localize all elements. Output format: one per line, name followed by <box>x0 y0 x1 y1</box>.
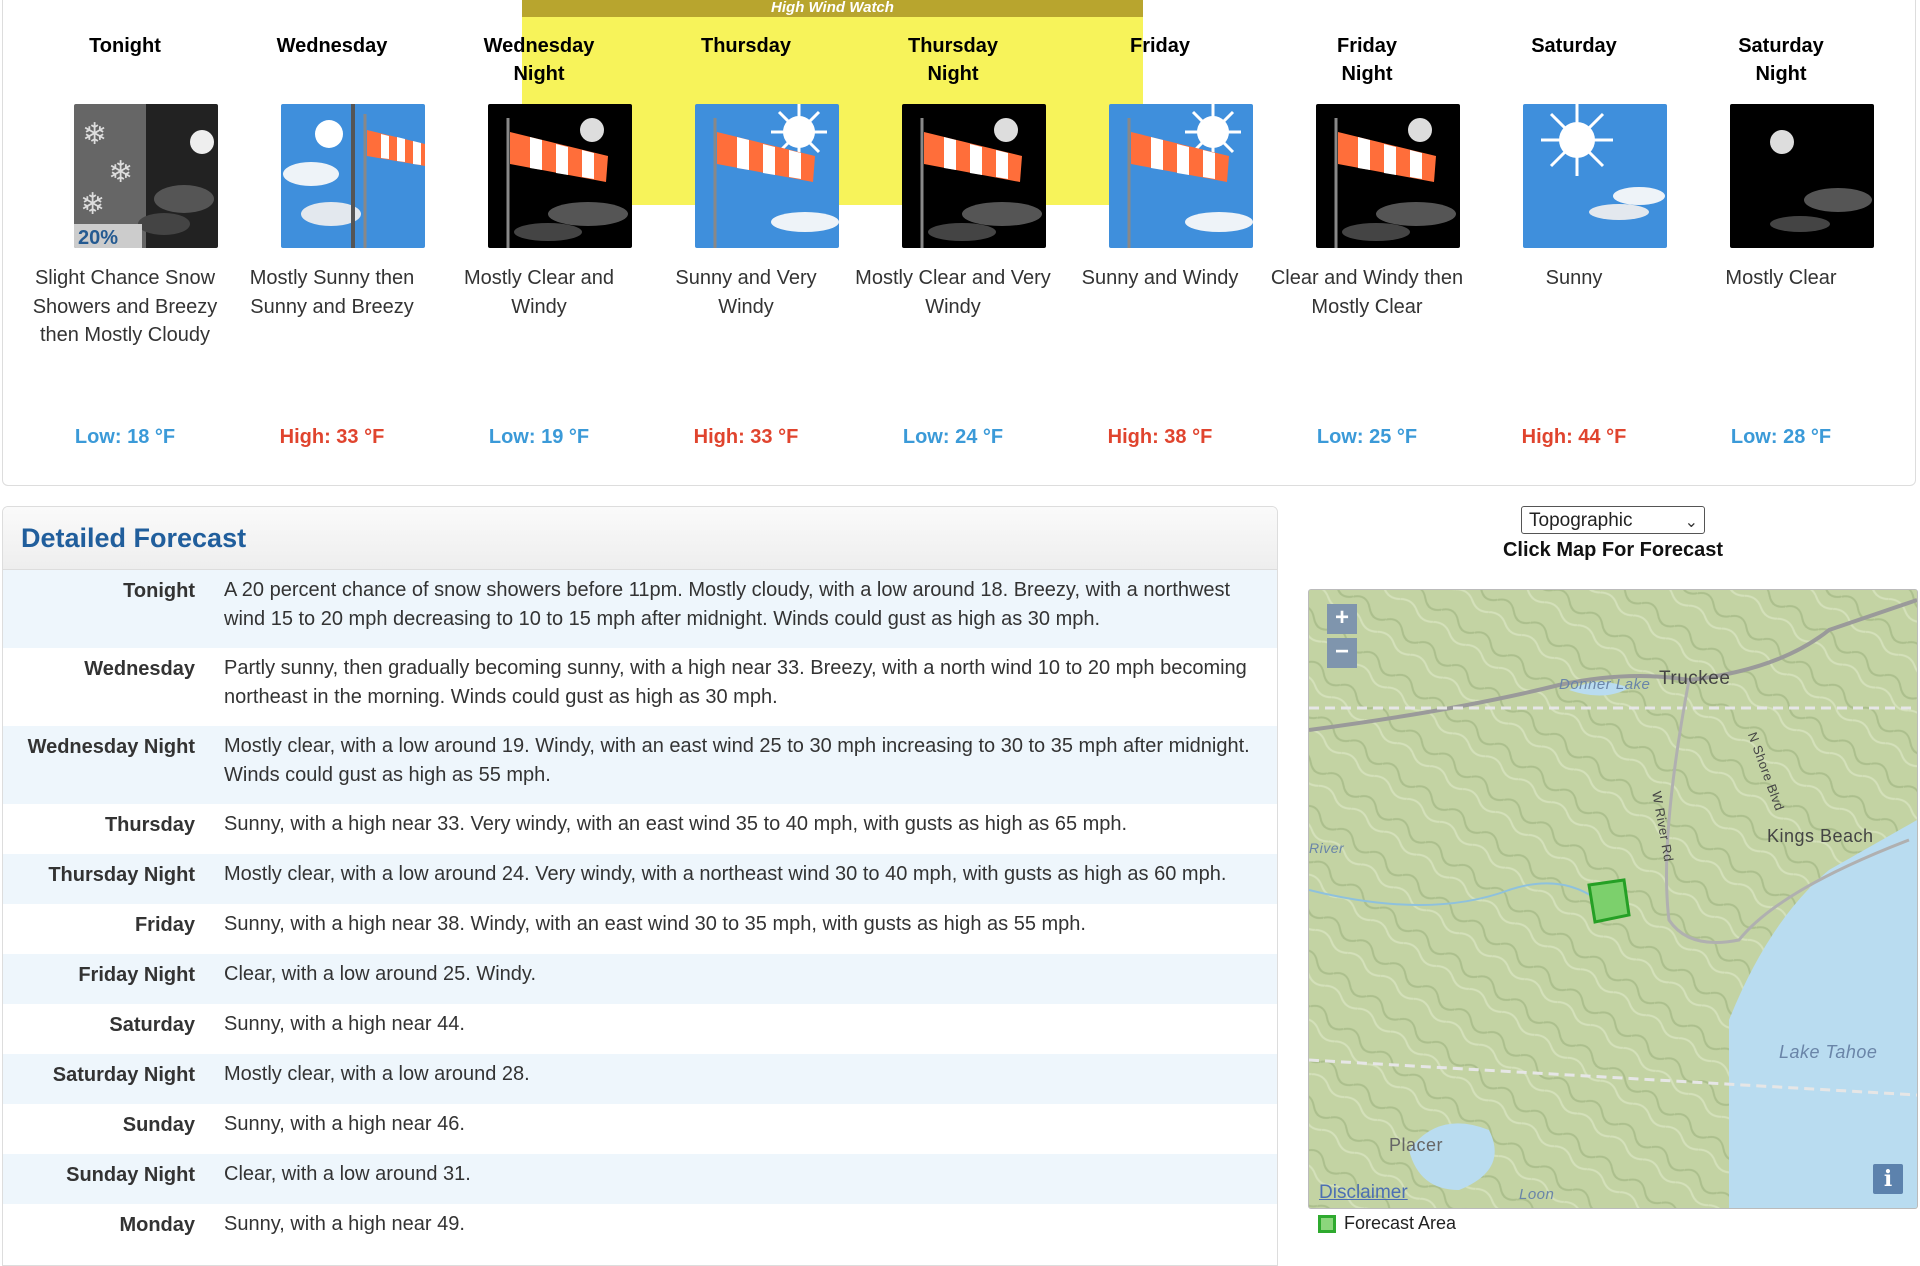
row-period-label: Saturday <box>109 1014 195 1036</box>
period-name: Saturday <box>1531 35 1617 57</box>
period-temperature: High: 44 °F <box>1521 426 1627 448</box>
period-short-forecast: Slight Chance Snow Showers and Breezy then Mostly Cloudy <box>32 267 218 346</box>
detailed-forecast-row <box>3 726 1278 804</box>
period-name: Thursday Night <box>907 35 999 85</box>
zoom-out-button[interactable]: − <box>1327 638 1357 668</box>
row-period-label: Saturday Night <box>52 1064 195 1086</box>
row-forecast-text: Sunny, with a high near 44. <box>224 1013 465 1035</box>
sunny-windy-icon[interactable] <box>1109 104 1253 248</box>
row-forecast-text: Clear, with a low around 31. <box>224 1163 471 1185</box>
clear-windy-night-icon[interactable] <box>902 104 1046 248</box>
clear-windy-night-icon[interactable] <box>1316 104 1460 248</box>
period-temperature: High: 38 °F <box>1107 426 1213 448</box>
period-temperature: Low: 28 °F <box>1730 426 1832 448</box>
map-label-kings-beach: Kings Beach <box>1767 826 1874 846</box>
row-period-label: Tonight <box>123 580 195 602</box>
row-forecast-text: Mostly clear, with a low around 28. <box>224 1063 530 1085</box>
map-label-lake-tahoe: Lake Tahoe <box>1779 1042 1878 1062</box>
period-temperature: High: 33 °F <box>693 426 799 448</box>
map-type-value: Topographic <box>1529 510 1633 531</box>
period-temperature: High: 33 °F <box>279 426 385 448</box>
map-label-n-shore-blvd: N Shore Blvd <box>1744 730 1788 813</box>
row-period-label: Sunday <box>122 1114 195 1136</box>
period-short-forecast: Mostly Clear and Very Windy <box>855 267 1051 318</box>
period-name: Friday <box>1129 35 1191 57</box>
period-name: Wednesday <box>276 35 388 57</box>
row-forecast-text: Mostly clear, with a low around 24. Very windy, with a northeast wind 30 to 40 mph, with gusts as high as 60 mph. <box>224 863 1227 885</box>
detailed-forecast-row <box>3 1104 1278 1154</box>
period-short-forecast: Sunny <box>1545 267 1603 289</box>
sunny-icon[interactable] <box>1523 104 1667 248</box>
detailed-forecast-row <box>3 954 1278 1004</box>
period-short-forecast: Mostly Clear and Windy <box>463 267 615 318</box>
period-name: Thursday <box>700 35 792 57</box>
row-period-label: Thursday Night <box>48 864 195 886</box>
detailed-forecast-rows <box>3 570 1278 1254</box>
row-forecast-text: Sunny, with a high near 46. <box>224 1113 465 1135</box>
info-icon[interactable]: i <box>1873 1164 1903 1194</box>
row-period-label: Monday <box>119 1214 195 1236</box>
map-label-donner-lake: Donner Lake <box>1559 676 1651 693</box>
row-forecast-text: A 20 percent chance of snow showers before 11pm. Mostly cloudy, with a low around 18. Breezy, with a northwest wind 15 to 20 mph decreasing to 10 to 15 mph after midnight. Winds could gust as high as 30 mph. <box>224 579 1231 630</box>
detailed-forecast-title: Detailed Forecast <box>21 523 247 553</box>
chevron-down-icon: ⌄ <box>1684 514 1698 531</box>
period-temperature: Low: 25 °F <box>1316 426 1418 448</box>
map-label-river: River <box>1309 840 1345 856</box>
period-temperature: Low: 24 °F <box>902 426 1004 448</box>
svg-text:❄: ❄ <box>80 187 106 222</box>
forecast-periods <box>0 0 1920 480</box>
detailed-forecast-panel <box>2 506 1278 1266</box>
detailed-forecast-row <box>3 570 1278 648</box>
row-period-label: Sunday Night <box>66 1164 195 1186</box>
detailed-forecast-row <box>3 1054 1278 1104</box>
row-forecast-text: Sunny, with a high near 38. Windy, with an east wind 30 to 35 mph, with gusts as high as 55 mph. <box>224 913 1086 935</box>
period-short-forecast: Sunny and Windy <box>1081 267 1239 289</box>
detailed-forecast-row <box>3 804 1278 854</box>
detailed-forecast-row <box>3 1004 1278 1054</box>
sunny-windy-icon[interactable] <box>695 104 839 248</box>
map-caption: Click Map For Forecast <box>1502 539 1724 561</box>
detailed-forecast-row <box>3 648 1278 726</box>
period-name: Saturday Night <box>1738 35 1824 85</box>
map-label-truckee: Truckee <box>1659 668 1731 689</box>
period-temperature: Low: 19 °F <box>488 426 590 448</box>
map-label-placer: Placer <box>1389 1135 1444 1155</box>
row-period-label: Friday <box>134 914 195 936</box>
svg-text:20%: 20% <box>78 227 119 248</box>
svg-text:❄: ❄ <box>82 117 108 152</box>
detailed-forecast-row <box>3 854 1278 904</box>
partly-sunny-windy-icon[interactable] <box>281 104 425 248</box>
period-short-forecast: Clear and Windy then Mostly Clear <box>1270 267 1464 318</box>
row-period-label: Thursday <box>104 814 195 836</box>
row-period-label: Wednesday Night <box>27 736 195 758</box>
clear-night-icon[interactable] <box>1730 104 1874 248</box>
period-short-forecast: Mostly Sunny then Sunny and Breezy <box>249 267 415 318</box>
detailed-forecast-row <box>3 1154 1278 1204</box>
zoom-in-button[interactable]: + <box>1327 604 1357 634</box>
period-temperature: Low: 18 °F <box>74 426 176 448</box>
detailed-forecast-row <box>3 1204 1278 1254</box>
row-period-label: Friday Night <box>78 964 195 986</box>
snow-showers-night-icon[interactable] <box>74 104 218 248</box>
disclaimer-link[interactable]: Disclaimer <box>1319 1182 1408 1203</box>
map-label-w-river-rd: W River Rd <box>1649 790 1677 863</box>
period-short-forecast: Sunny and Very Windy <box>675 267 817 318</box>
period-name: Wednesday Night <box>483 35 595 85</box>
period-name: Tonight <box>89 35 161 57</box>
row-forecast-text: Partly sunny, then gradually becoming sunny, with a high near 33. Breezy, with a north wind 10 to 20 mph becoming northeast in the morning. Winds could gust as high as 30 mph. <box>224 657 1247 708</box>
row-forecast-text: Sunny, with a high near 49. <box>224 1213 465 1235</box>
row-forecast-text: Sunny, with a high near 33. Very windy, with an east wind 35 to 40 mph, with gusts as high as 65 mph. <box>224 813 1128 835</box>
clear-windy-night-icon[interactable] <box>488 104 632 248</box>
map-label-loon: Loon <box>1519 1186 1555 1203</box>
map-legend <box>1318 1213 1456 1234</box>
detailed-forecast-row <box>3 904 1278 954</box>
svg-text:❄: ❄ <box>108 155 134 190</box>
period-short-forecast: Mostly Clear <box>1725 267 1837 289</box>
period-name: Friday Night <box>1336 35 1398 85</box>
row-period-label: Wednesday <box>84 658 195 680</box>
row-forecast-text: Mostly clear, with a low around 19. Windy, with an east wind 25 to 30 mph increasing to 30 to 35 mph after midnight. Winds could gust as high as 55 mph. <box>224 735 1250 786</box>
map-type-select[interactable] <box>1521 506 1705 534</box>
legend-label: Forecast Area <box>1344 1213 1457 1233</box>
forecast-map[interactable] <box>1308 589 1918 1209</box>
forecast-area-swatch-icon <box>1318 1215 1336 1233</box>
high-wind-watch-banner[interactable]: High Wind Watch <box>522 0 1143 17</box>
row-forecast-text: Clear, with a low around 25. Windy. <box>224 963 537 985</box>
